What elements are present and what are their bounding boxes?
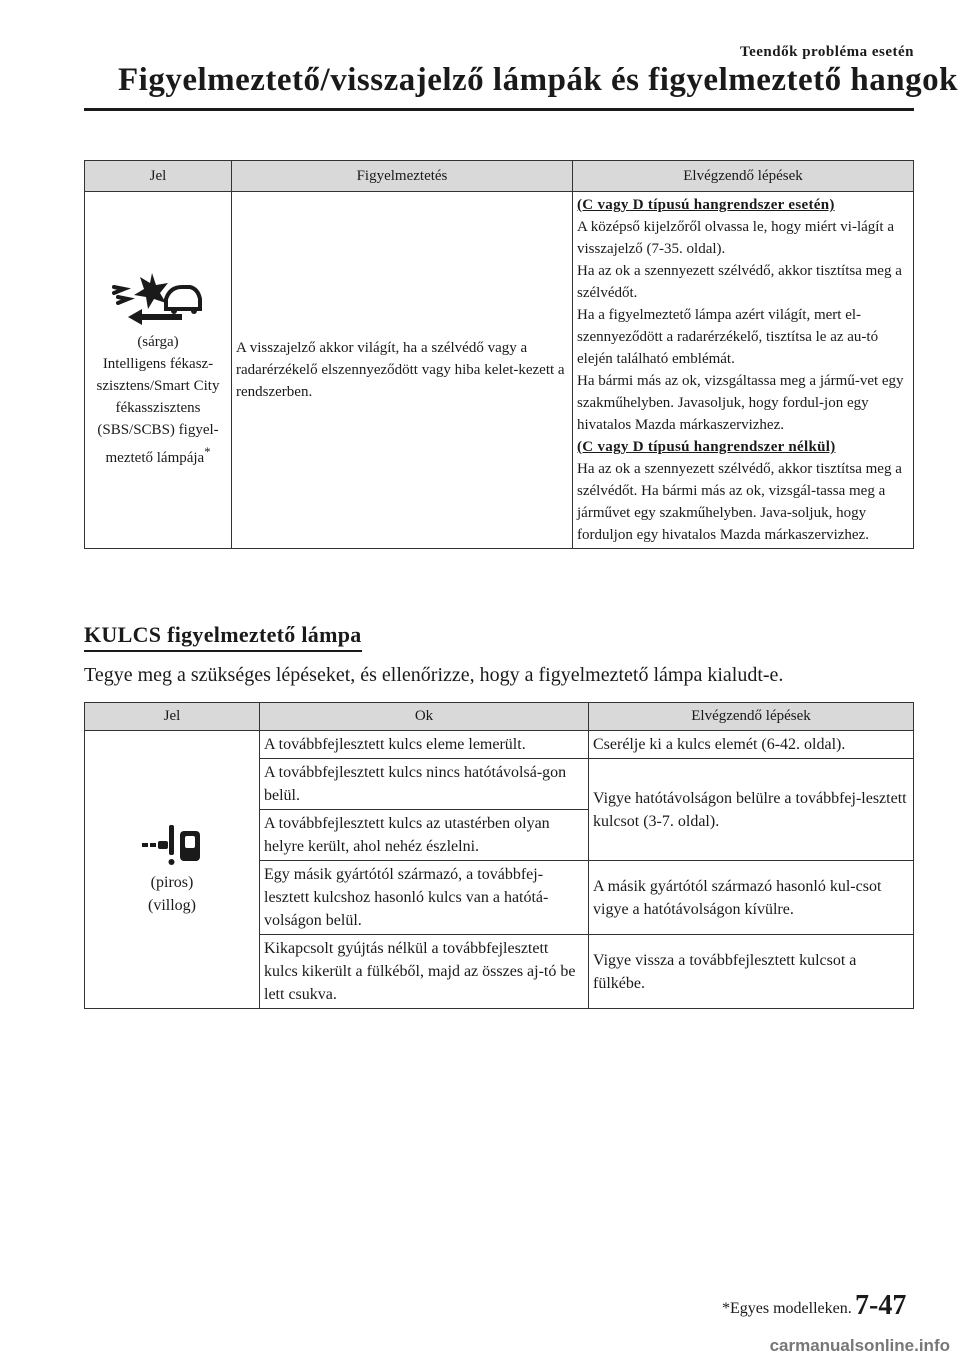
action-cell: Vigye vissza a továbbfejlesztett kulcsot a fülkébe. [589,935,914,1009]
optional-mark: * [204,445,211,459]
steps-cell [573,192,914,549]
cause-cell: Egy másik gyártótól származó, a továbbfej-lesztett kulcshoz hasonló kulcs van a hatótá-volságon belül. [260,861,589,935]
column-header: Figyelmeztetés [232,161,573,192]
steps-paragraph: Ha a figyelmeztető lámpa azért világít, mert el-szennyeződött a radarérzékelő, tisztítsa le az au-tó elején található emblémát. [577,307,879,367]
symbol-name-text: Intelligens fékasz-szisztens/Smart City fékasszisztens (SBS/SCBS) figyel-meztető lámpája [96,356,220,466]
cause-cell: A továbbfejlesztett kulcs eleme lemerült. [260,731,589,759]
footnote: *Egyes modelleken. [722,1300,852,1317]
header-rule [84,108,914,111]
table-header-row [85,161,914,192]
symbol-color: (sárga) [137,334,179,350]
section-intro: Tegye meg a szükséges lépéseket, és ellenőrizze, hogy a figyelmeztető lámpa kialudt-e. [84,664,784,686]
key-warning-icon [140,823,204,867]
cause-cell: Kikapcsolt gyújtás nélkül a továbbfejlesztett kulcs kikerült a fülkéből, majd az összes aj-tó be lett csukva. [260,935,589,1009]
action-cell: Vigye hatótávolságon belülre a továbbfej-lesztett kulcsot (3-7. oldal). [589,759,914,861]
action-cell: Cserélje ki a kulcs elemét (6-42. oldal). [589,731,914,759]
cause-cell: A továbbfejlesztett kulcs az utastérben olyan helyre került, ahol nehéz észlelni. [260,810,589,861]
column-header: Elvégzendő lépések [573,161,914,192]
column-header: Jel [85,161,232,192]
key-warning-table [84,702,914,1009]
steps-subheading: (C vagy D típusú hangrendszer esetén) [577,197,835,213]
watermark: carmanualsonline.info [769,1336,950,1355]
page-title: Figyelmeztető/visszajelző lámpák és figyelmeztető hangok [118,62,958,98]
column-header: Ok [260,703,589,731]
column-header: Jel [85,703,260,731]
steps-paragraph: Ha az ok a szennyezett szélvédő, akkor tisztítsa meg a szélvédőt. Ha bármi más az ok, vizsgál-tassa meg a járművet egy szakműhelyben. Java-soljuk, hogy forduljon egy hivatalos Mazda márkaszervizhez. [577,461,902,543]
page-number: 7-47 [855,1290,907,1321]
section-title: KULCS figyelmeztető lámpa [84,622,362,652]
symbol-state: (villog) [148,896,196,914]
column-header: Elvégzendő lépések [589,703,914,731]
steps-paragraph: Ha az ok a szennyezett szélvédő, akkor tisztítsa meg a szélvédőt. [577,263,902,301]
cause-cell: A továbbfejlesztett kulcs nincs hatótávolsá-gon belül. [260,759,589,810]
table-row [85,192,914,549]
symbol-cell [85,731,260,1009]
table-row [85,731,914,759]
sbs-warning-table [84,160,914,549]
table-header-row [85,703,914,731]
steps-paragraph: Ha bármi más az ok, vizsgáltassa meg a jármű-vet egy szakműhelyben. Javasoljuk, hogy fordul-jon egy hivatalos Mazda márkaszervizhez. [577,373,904,433]
symbol-color: (piros) [150,873,194,891]
action-cell: A másik gyártótól származó hasonló kul-csot vigye a hatótávolságon kívülre. [589,861,914,935]
warning-cell: A visszajelző akkor világít, ha a szélvédő vagy a radarérzékelő elszennyeződött vagy hiba kelet-kezett a rendszerben. [232,192,573,549]
sbs-scbs-warning-icon [110,271,206,327]
symbol-cell [85,192,232,549]
steps-subheading: (C vagy D típusú hangrendszer nélkül) [577,439,836,455]
symbol-name [89,353,227,469]
section-header: Teendők probléma esetén [739,44,914,60]
steps-paragraph: A középső kijelzőről olvassa le, hogy miért vi-lágít a visszajelző (7-35. oldal). [577,219,895,257]
